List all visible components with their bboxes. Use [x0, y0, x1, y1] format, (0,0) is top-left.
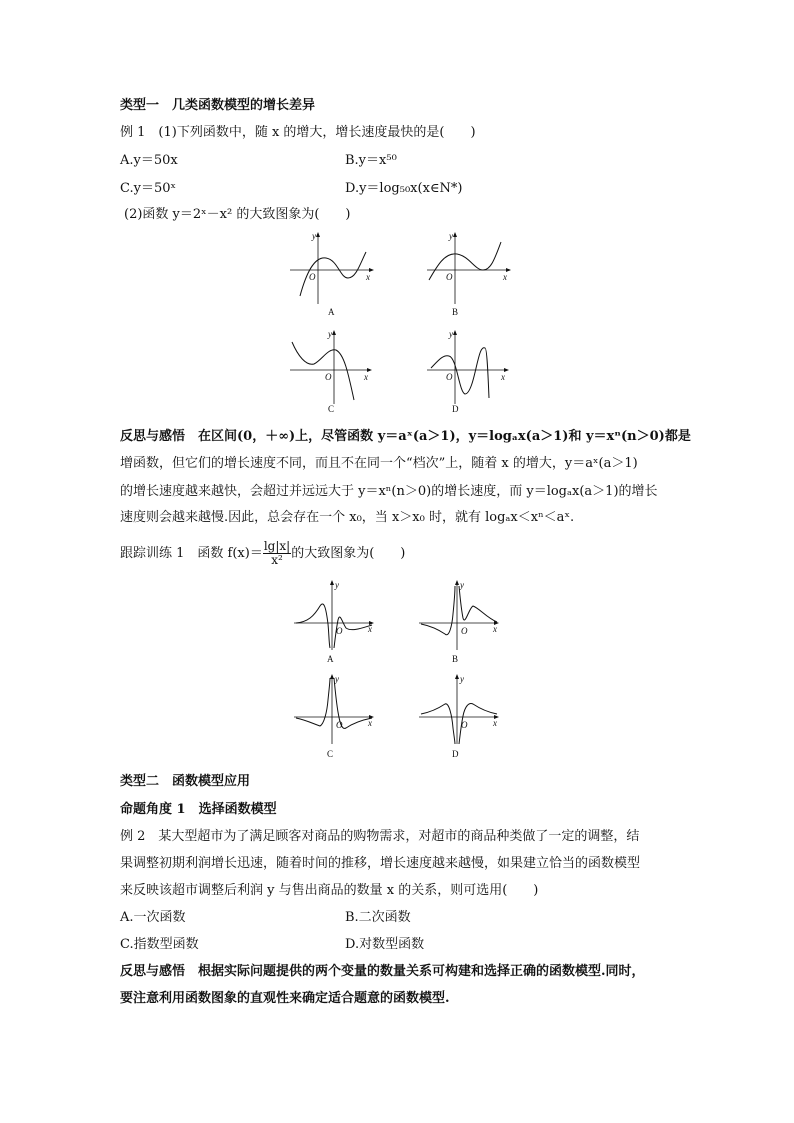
- example1-question1: 例 1 (1)下列函数中，随 x 的增大，增长速度最快的是( ): [120, 125, 476, 140]
- x-axis-label: x: [503, 272, 507, 282]
- section1-title: 类型一 几类函数模型的增长差异: [120, 98, 316, 113]
- reflection1-line3: 的增长速度越来越快，会超过并远远大于 y＝xⁿ(n＞0)的增长速度，而 y＝logₐx(a＞1)的增长: [120, 484, 658, 499]
- origin-label: O: [325, 372, 332, 382]
- example1-graph-c-label: C: [328, 404, 335, 414]
- origin-label: O: [336, 626, 343, 636]
- practice1-graph-b-label: B: [452, 654, 459, 664]
- reflection2-line1: 反思与感悟 根据实际问题提供的两个变量的数量关系可构建和选择正确的函数模型.同时，: [120, 964, 645, 979]
- reflection1-text: 反思与感悟 在区间(0，＋∞)上，尽管函数 y＝aˣ(a＞1)，y＝logₐx(a＞1)和 y＝xⁿ(n＞0)都是: [120, 429, 691, 444]
- reflection1-line1: [120, 429, 691, 445]
- example1-graph-c: [288, 328, 378, 408]
- y-axis-label: y: [460, 580, 464, 590]
- y-axis-label: y: [335, 580, 339, 590]
- origin-label: O: [446, 372, 453, 382]
- example1-question2: (2)函数 y＝2ˣ－x² 的大致图象为( ): [124, 207, 351, 222]
- practice1-prefix: 跟踪训练 1 函数 f(x)＝: [120, 546, 263, 561]
- example1-option-b: B.y＝x⁵⁰: [345, 153, 397, 168]
- example1-graph-d: [425, 328, 515, 408]
- practice1-graph-a: [290, 578, 380, 653]
- example1-graph-a: [288, 230, 378, 310]
- example2-line2: 果调整初期利润增长迅速，随着时间的推移，增长速度越来越慢，如果建立恰当的函数模型: [120, 856, 641, 871]
- example2-option-b: B.二次函数: [345, 910, 411, 925]
- practice1-question: [120, 540, 405, 568]
- x-axis-label: x: [368, 718, 372, 728]
- example2-line3: 来反映该超市调整后利润 y 与售出商品的数量 x 的关系，则可选用( ): [120, 883, 539, 898]
- x-axis-label: x: [364, 372, 368, 382]
- practice1-graph-c-label: C: [327, 749, 334, 759]
- origin-label: O: [461, 626, 468, 636]
- example2-option-d: D.对数型函数: [345, 937, 425, 952]
- x-axis-label: x: [368, 624, 372, 634]
- example2-option-c: C.指数型函数: [120, 937, 199, 952]
- section2-title: 类型二 函数模型应用: [120, 774, 251, 789]
- section2-angle: 命题角度 1 选择函数模型: [120, 802, 277, 817]
- y-axis-label: y: [328, 329, 332, 339]
- y-axis-label: y: [449, 329, 453, 339]
- origin-label: O: [336, 720, 343, 730]
- reflection2-line2: 要注意利用函数图象的直观性来确定适合题意的函数模型.: [120, 991, 450, 1006]
- example1-option-d: D.y＝log₅₀x(x∈N*): [345, 181, 463, 196]
- example1-graph-d-label: D: [452, 404, 459, 414]
- origin-label: O: [309, 272, 316, 282]
- practice1-graph-d-label: D: [452, 749, 459, 759]
- reflection1-line4: 速度则会越来越慢.因此，总会存在一个 x₀，当 x＞x₀ 时，就有 logₐx＜xⁿ＜aˣ.: [120, 510, 575, 525]
- y-axis-label: y: [449, 231, 453, 241]
- example1-graph-b-label: B: [452, 307, 459, 317]
- example2-option-a: A.一次函数: [120, 910, 186, 925]
- practice1-graph-a-label: A: [327, 654, 334, 664]
- x-axis-label: x: [366, 272, 370, 282]
- y-axis-label: y: [335, 674, 339, 684]
- example1-option-c: C.y＝50ˣ: [120, 181, 177, 196]
- y-axis-label: y: [460, 674, 464, 684]
- origin-label: O: [461, 720, 468, 730]
- x-axis-label: x: [501, 372, 505, 382]
- example1-option-a: A.y＝50x: [120, 153, 178, 168]
- example2-line1: 例 2 某大型超市为了满足顾客对商品的购物需求，对超市的商品种类做了一定的调整，结: [120, 829, 640, 844]
- practice1-graph-d: [415, 672, 505, 747]
- x-axis-label: x: [493, 718, 497, 728]
- practice1-suffix: 的大致图象为( ): [291, 546, 406, 561]
- example1-graph-b: [425, 230, 515, 310]
- practice1-fraction: [263, 540, 291, 567]
- reflection1-line2: 增函数，但它们的增长速度不同，而且不在同一个“档次”上，随着 x 的增大，y＝aˣ(a＞1): [120, 456, 638, 471]
- practice1-graph-b: [415, 578, 505, 653]
- fraction-denominator: x²: [271, 553, 283, 567]
- practice1-graph-c: [290, 672, 380, 747]
- y-axis-label: y: [312, 231, 316, 241]
- origin-label: O: [446, 272, 453, 282]
- x-axis-label: x: [493, 624, 497, 634]
- fraction-numerator: lg|x|: [263, 539, 291, 553]
- example1-graph-a-label: A: [328, 307, 335, 317]
